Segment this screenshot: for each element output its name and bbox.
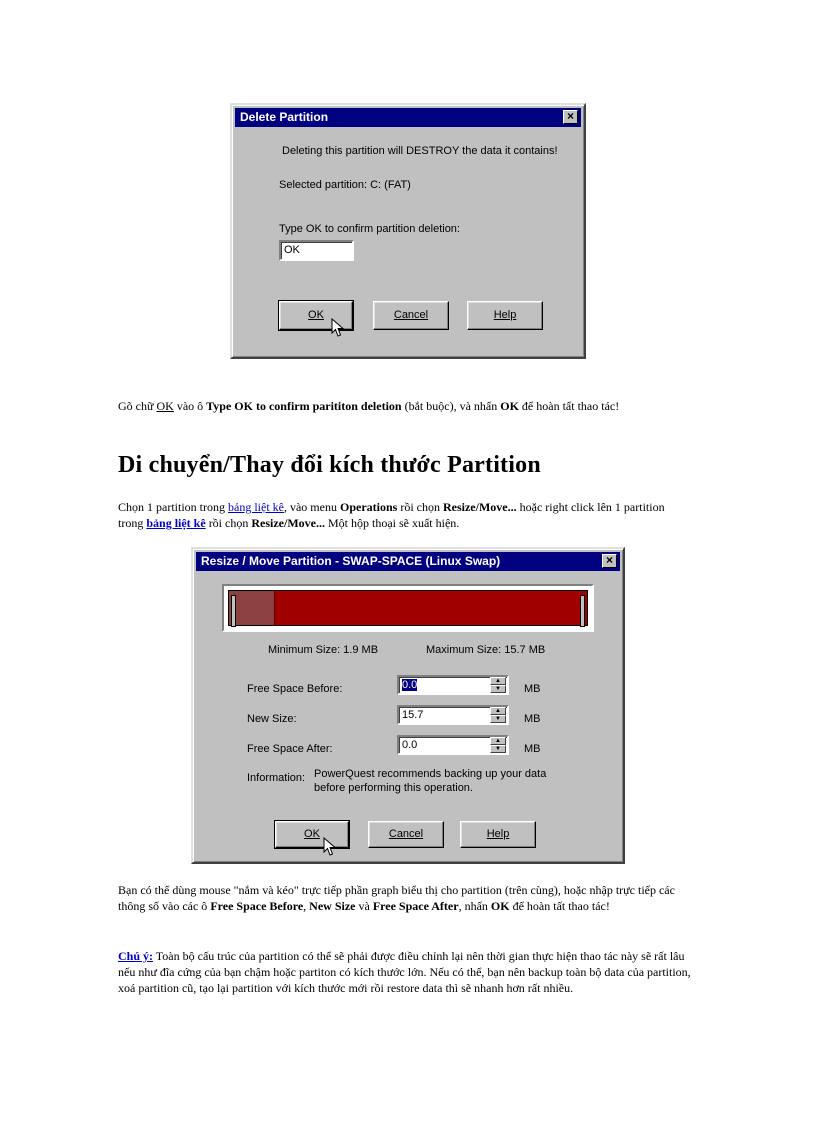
free-space-before-input[interactable] (397, 675, 509, 695)
help-button-label: Help (493, 309, 517, 321)
new-size-spinner[interactable] (490, 707, 506, 725)
p3-bold-ok: OK (490, 899, 510, 913)
delete-dialog-titlebar (235, 108, 581, 127)
delete-warning-text: Deleting this partition will DESTROY the data it contains! (282, 145, 558, 157)
instruction-paragraph-2 (118, 499, 688, 531)
p2-bold-resize-move: Resize/Move... (442, 500, 517, 514)
mouse-pointer-icon (331, 318, 345, 338)
section-heading: Di chuyển/Thay đổi kích thước Partition (118, 452, 541, 478)
information-line-2: before performing this operation. (314, 782, 473, 794)
instruction-paragraph-1 (118, 398, 698, 414)
help-button[interactable] (467, 301, 543, 330)
information-label: Information: (247, 772, 306, 784)
maximum-size-text: Maximum Size: 15.7 MB (426, 644, 546, 656)
left-resize-handle[interactable] (231, 595, 236, 627)
minimum-size-text: Minimum Size: 1.9 MB (268, 644, 379, 656)
p1-text-1: Gõ chữ (118, 399, 157, 413)
resize-move-dialog (191, 547, 625, 864)
free-space-before-unit: MB (524, 683, 541, 695)
free-space-after-unit: MB (524, 743, 541, 755)
information-line-1: PowerQuest recommends backing up your data (314, 768, 547, 780)
new-size-unit: MB (524, 713, 541, 725)
cancel-button-label: Cancel (388, 828, 424, 840)
free-space-before-label: Free Space Before: (247, 683, 343, 695)
selected-partition-text: Selected partition: C: (FAT) (279, 179, 411, 191)
new-size-value: 15.7 (402, 709, 424, 721)
spin-down-icon[interactable]: ▼ (490, 685, 506, 693)
spin-down-icon[interactable]: ▼ (490, 715, 506, 723)
close-icon[interactable]: × (563, 110, 578, 124)
p3-text-4: , nhấn (458, 899, 491, 913)
p3-text-1: Bạn có thể dùng mouse "nắm và kéo" trực tiếp phần graph biểu thị cho partition (trên cùng), hoặc nhập trực tiếp các thông số vào các ô (118, 883, 675, 913)
p2-text-3: rồi chọn (397, 500, 443, 514)
p1-bold-ok: OK (500, 399, 519, 413)
new-size-label: New Size: (247, 713, 297, 725)
p2-bold-operations: Operations (339, 500, 398, 514)
resize-dialog-title: Resize / Move Partition - SWAP-SPACE (Linux Swap) (201, 554, 501, 568)
confirm-label: Type OK to confirm partition deletion: (279, 223, 460, 235)
close-icon[interactable]: × (602, 554, 617, 568)
right-resize-handle[interactable] (580, 595, 585, 627)
note-paragraph (118, 948, 700, 996)
help-button-label: Help (486, 828, 510, 840)
delete-dialog-title: Delete Partition (240, 110, 329, 124)
cancel-button-label: Cancel (393, 309, 429, 321)
p2-bold-resize-move-2: Resize/Move... (251, 516, 325, 530)
p1-text-3: (bắt buộc), và nhấn (401, 399, 501, 413)
help-button[interactable] (460, 821, 536, 848)
spin-up-icon[interactable]: ▲ (490, 707, 506, 715)
p1-text-2: vào ô (173, 399, 207, 413)
partition-list-link[interactable]: bảng liệt kê (228, 500, 284, 514)
spin-up-icon[interactable]: ▲ (490, 737, 506, 745)
ok-button-label: OK (304, 828, 320, 840)
new-size-input[interactable] (397, 705, 509, 725)
p2-text-1: Chọn 1 partition trong (118, 500, 228, 514)
partition-bar[interactable] (228, 590, 588, 626)
free-space-before-spinner[interactable] (490, 677, 506, 695)
p3-text-5: để hoàn tất thao tác! (509, 899, 610, 913)
partition-graph[interactable] (222, 584, 594, 632)
mouse-pointer-icon (323, 837, 337, 857)
free-space-after-input[interactable] (397, 735, 509, 755)
cancel-button[interactable] (368, 821, 444, 848)
free-space-before-value: 0.0 (402, 679, 418, 691)
p2-text-4: hoặc right click lên 1 partition trong (118, 500, 665, 530)
p3-bold-new-size: New Size (309, 899, 356, 913)
p2-text-2: , vào menu (283, 500, 340, 514)
p1-text-4: để hoàn tất thao tác! (518, 399, 620, 413)
instruction-paragraph-3 (118, 882, 700, 914)
spin-down-icon[interactable]: ▼ (490, 745, 506, 753)
p1-ok-underlined: OK (156, 399, 174, 413)
resize-dialog-titlebar (196, 552, 620, 571)
spin-up-icon[interactable]: ▲ (490, 677, 506, 685)
p3-bold-free-before: Free Space Before (210, 899, 304, 913)
p3-text-3: và (355, 899, 373, 913)
p2-text-5: rồi chọn (205, 516, 252, 530)
ok-button-label: OK (308, 309, 324, 321)
p1-bold-field-name: Type OK to confirm parititon deletion (206, 399, 402, 413)
p3-text-2: , (303, 899, 310, 913)
free-space-after-value: 0.0 (402, 739, 418, 751)
free-space-after-spinner[interactable] (490, 737, 506, 755)
ok-button[interactable] (275, 821, 349, 848)
p3-bold-free-after: Free Space After (372, 899, 459, 913)
p2-text-6: Một hộp thoại sẽ xuất hiện. (324, 516, 460, 530)
delete-partition-dialog (230, 103, 586, 359)
confirm-input[interactable]: OK (279, 240, 354, 261)
partition-list-link-2[interactable]: bảng liệt kê (146, 516, 206, 530)
free-space-after-label: Free Space After: (247, 743, 333, 755)
cancel-button[interactable] (373, 301, 449, 330)
note-link[interactable]: Chú ý: (118, 949, 154, 963)
p4-text-1: Toàn bộ cấu trúc của partition có thể sẽ phải được điều chỉnh lại nên thời gian thực hiện thao tác này sẽ rất lâu nếu như đĩa cứng của bạn chậm hoặc partiton có kích thước lớn. Nếu có thể, bạn nên backup toàn bộ data của partition, xoá partition cũ, tạo lại partition với kích thước mới rồi restore data thì sẽ nhanh hơn rất nhiều. (118, 949, 691, 995)
